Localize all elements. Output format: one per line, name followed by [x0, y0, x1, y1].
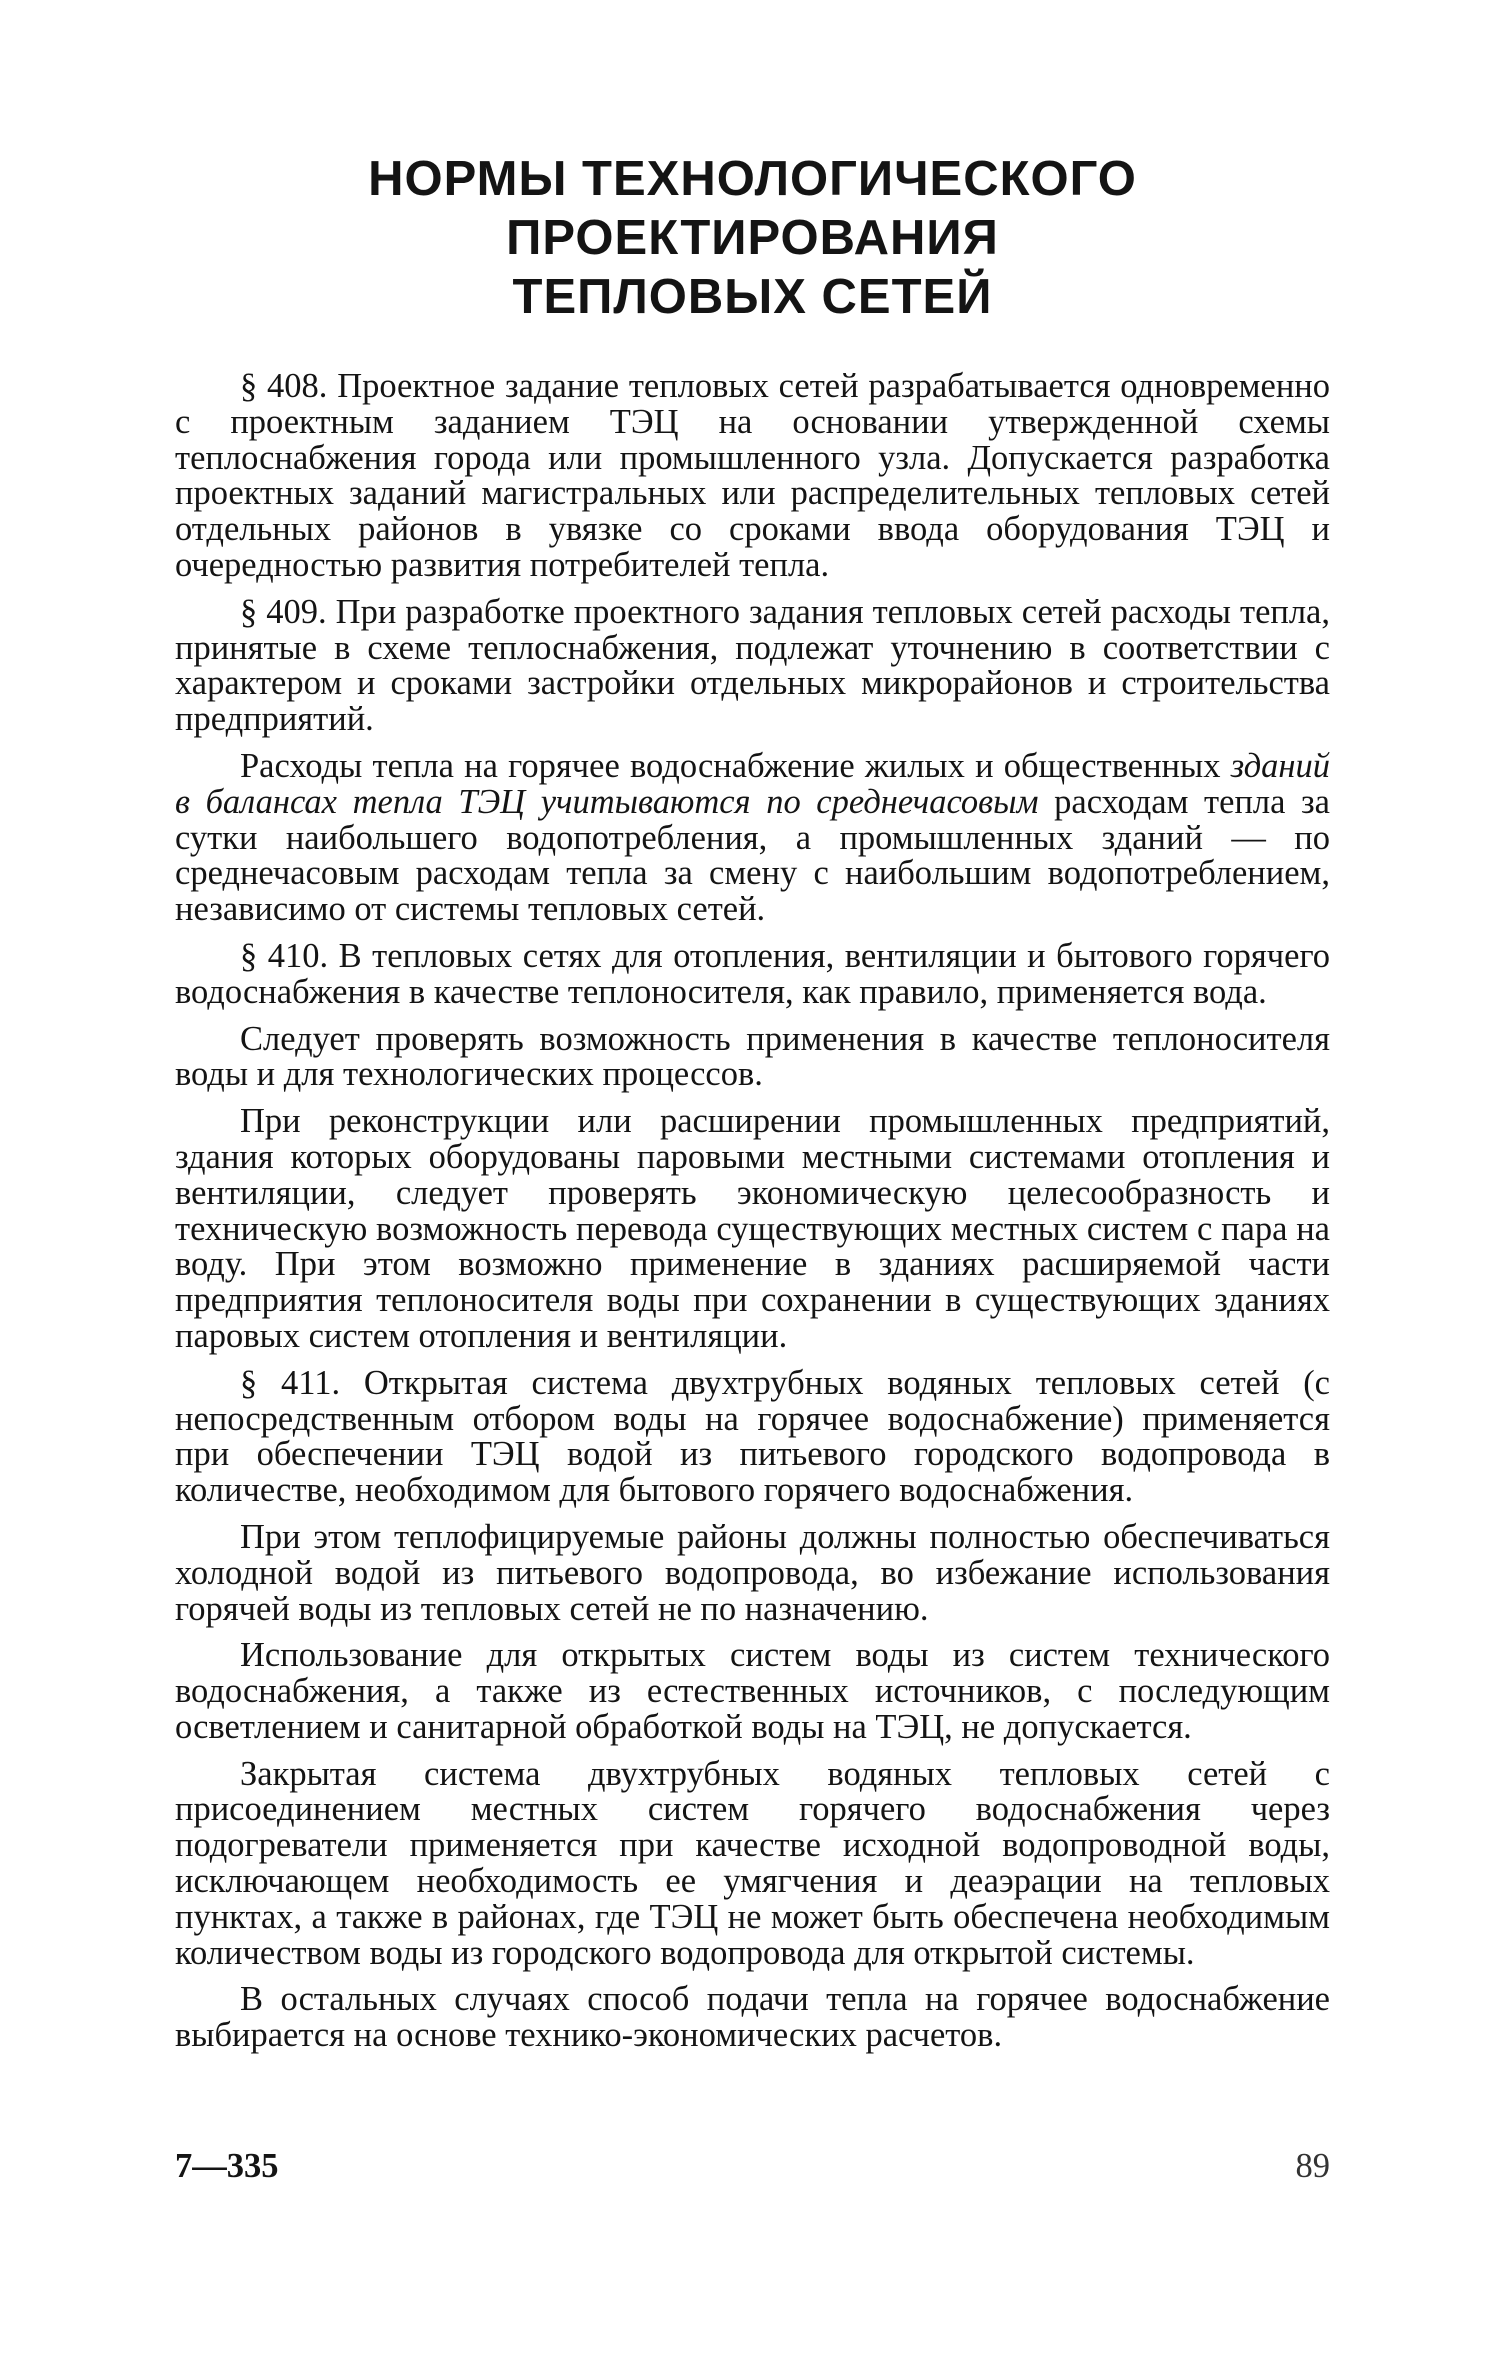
- paragraph-409-hot-water: [175, 746, 1331, 929]
- page-footer: [175, 2147, 1330, 2191]
- paragraph-409: § 409. При разработке проектного задания тепловых сетей расходы тепла, принятые в схеме теплоснабжения, подлежат уточнению в соответствии с характером и сроками застройки отдельных микрорайонов и строительства предприятий.: [175, 592, 1330, 739]
- paragraph-410-check: Следует проверять возможность применения в качестве теплоносителя воды и для технологических процессов.: [175, 1019, 1330, 1094]
- paragraph-408: § 408. Проектное задание тепловых сетей разрабатывается одновременно с проектным заданием ТЭЦ на основании утвержденной схемы теплоснабжения города или промышленного узла. Допускается разработка проектных заданий магистральных или распределительных тепловых сетей отдельных районов в увязке со сроками ввода оборудования ТЭЦ и очередностью развития потребителей тепла.: [175, 367, 1330, 584]
- page-title: [175, 150, 1330, 327]
- paragraph-411: § 411. Открытая система двухтрубных водяных тепловых сетей (с непосредственным отбором воды на горячее водоснабжение) применяется при обеспечении ТЭЦ водой из питьевого городского водопровода в количестве, необходимом для бытового горячего водоснабжения.: [175, 1363, 1330, 1510]
- paragraph-409-hot-water-end: расходам тепла за сутки наибольшего водопотребления, а промышленных зданий — по среднечасовым расходам тепла за смену с наибольшим водопотреблением, независимо от системы тепловых сетей.: [175, 782, 1330, 929]
- paragraph-411-other-cases: В остальных случаях способ подачи тепла на горячее водоснабжение выбирается на основе технико-экономических расчетов.: [175, 1980, 1330, 2055]
- paragraph-409-hot-water-italic: зданий в балансах тепла ТЭЦ учитываются по среднечасовым: [175, 746, 1331, 821]
- page-number: 89: [1295, 2147, 1330, 2185]
- paragraph-409-hot-water-start: Расходы тепла на горячее водоснабжение жилых и общественных: [240, 746, 1221, 785]
- paragraph-411-closed-system: Закрытая система двухтрубных водяных тепловых сетей с присоединением местных систем горячего водоснабжения через подогреватели применяется при качестве исходной водопроводной воды, исключающем необходимость ее умягчения и деаэрации на тепловых пунктах, а также в районах, где ТЭЦ не может быть обеспечена необходимым количеством воды из городского водопровода для открытой системы.: [175, 1754, 1330, 1972]
- printer-signature: 7—335: [175, 2147, 279, 2185]
- paragraph-411-cold-water: При этом теплофицируемые районы должны полностью обеспечиваться холодной водой из питьевого водопровода, во избежание использования горячей воды из тепловых сетей не по назначению.: [175, 1517, 1330, 1628]
- paragraph-410-reconstruction: При реконструкции или расширении промышленных предприятий, здания которых оборудованы паровыми местными системами отопления и вентиляции, следует проверять экономическую целесообразность и техническую возможность перевода существующих местных систем с пара на воду. При этом возможно применение в зданиях расширяемой части предприятия теплоносителя воды при сохранении в существующих зданиях паровых систем отопления и вентиляции.: [175, 1102, 1330, 1355]
- paragraph-410: § 410. В тепловых сетях для отопления, вентиляции и бытового горячего водоснабжения в качестве теплоносителя, как правило, применяется вода.: [175, 936, 1330, 1011]
- document-body: [175, 369, 1330, 2054]
- title-line-1: НОРМЫ ТЕХНОЛОГИЧЕСКОГО ПРОЕКТИРОВАНИЯ: [368, 152, 1137, 265]
- paragraph-411-technical-water: Использование для открытых систем воды из систем технического водоснабжения, а также из естественных источников, с последующим осветлением и санитарной обработкой воды на ТЭЦ, не допускается.: [175, 1636, 1330, 1746]
- title-line-2: ТЕПЛОВЫХ СЕТЕЙ: [512, 270, 993, 324]
- page: [175, 150, 1330, 2065]
